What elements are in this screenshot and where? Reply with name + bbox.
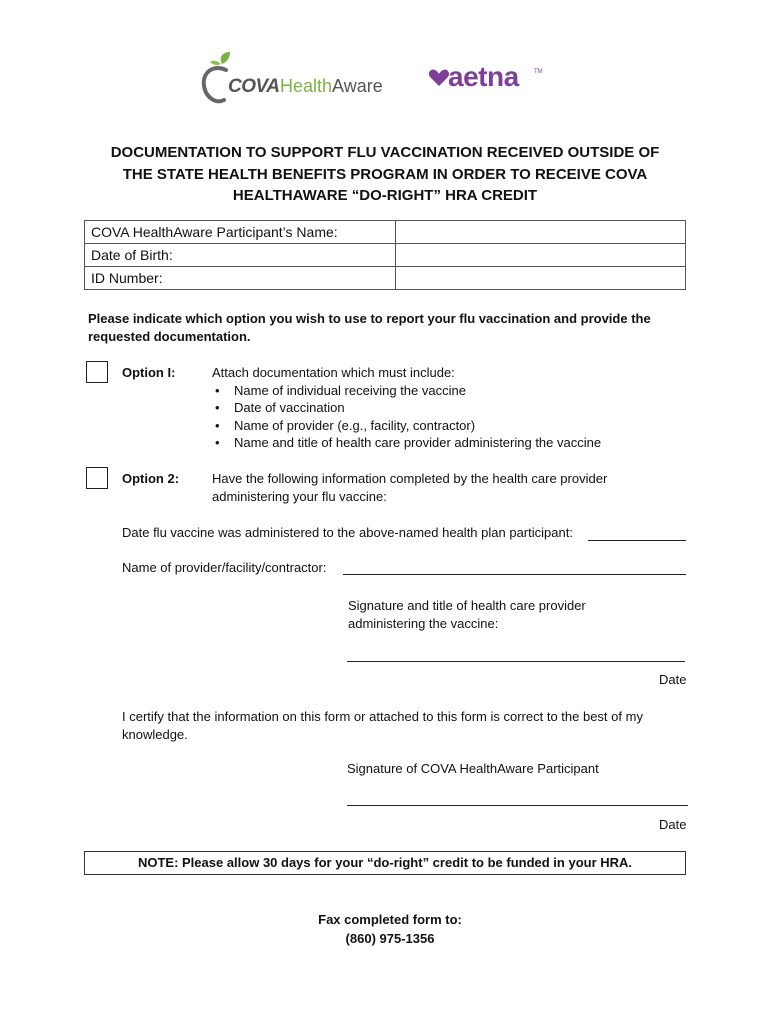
fax-label: Fax completed form to: [318, 912, 462, 927]
id-number-label: ID Number: [85, 267, 396, 290]
trademark-mark: TM [534, 69, 543, 75]
provider-name-field[interactable] [343, 574, 686, 575]
form-title: DOCUMENTATION TO SUPPORT FLU VACCINATION RECEIVED OUTSIDE OF THE STATE HEALTH BENEFITS PROGRAM IN ORDER TO RECEIVE COVA HEALTHAWARE “DO-RIGHT” HRA CREDIT [110, 144, 660, 204]
participant-name-field[interactable] [396, 221, 686, 244]
table-row [85, 244, 686, 267]
participant-signature-label: Signature of COVA HealthAware Participant [347, 761, 599, 776]
list-item: • Name of individual receiving the vaccine [212, 382, 672, 400]
funding-note: NOTE: Please allow 30 days for your “do-right” credit to be funded in your HRA. [84, 851, 686, 875]
certification-statement: I certify that the information on this form or attached to this form is correct to the best of my knowledge. [122, 709, 643, 742]
date-label: Date [659, 817, 687, 832]
option1-label: Option I: [122, 365, 176, 380]
list-item: • Name of provider (e.g., facility, contractor) [212, 417, 672, 435]
participant-name-label: COVA HealthAware Participant’s Name: [85, 221, 396, 244]
aetna-wordmark: aetna [448, 61, 519, 92]
option2-description: Have the following information completed by the health care provider administering your flu vaccine: [212, 471, 608, 504]
option2-checkbox[interactable] [86, 467, 108, 489]
date-of-birth-field[interactable] [396, 244, 686, 267]
option1-checkbox[interactable] [86, 361, 108, 383]
table-row [85, 221, 686, 244]
cova-healthaware-logo [200, 50, 400, 106]
provider-signature-field[interactable] [347, 661, 685, 662]
option2-label: Option 2: [122, 471, 180, 486]
option1-description: Attach documentation which must include: • Name of individual receiving the vaccine • Date of vaccination • Name of provider (e.g., facility, contractor) • Name and title of health care provider administering the vaccine [212, 364, 672, 452]
fax-number: (860) 975-1356 [345, 931, 435, 946]
provider-signature-label: Signature and title of health care provider administering the vaccine: [348, 598, 586, 631]
date-administered-field[interactable] [588, 540, 686, 541]
id-number-field[interactable] [396, 267, 686, 290]
instructions: Please indicate which option you wish to use to report your flu vaccination and provide the requested documentation. [88, 311, 651, 344]
cova-wordmark: COVA [228, 76, 280, 97]
list-item: • Name and title of health care provider administering the vaccine [212, 434, 672, 452]
fax-info [270, 910, 510, 948]
date-of-birth-label: Date of Birth: [85, 244, 396, 267]
participant-info-table [84, 220, 686, 290]
heart-icon [428, 69, 450, 87]
date-administered-label: Date flu vaccine was administered to the above-named health plan participant: [122, 525, 573, 540]
date-label: Date [659, 672, 687, 687]
table-row [85, 267, 686, 290]
healthaware-wordmark: HealthAware [280, 76, 383, 96]
list-item: • Date of vaccination [212, 399, 672, 417]
participant-signature-field[interactable] [347, 805, 688, 806]
provider-name-label: Name of provider/facility/contractor: [122, 560, 327, 575]
aetna-logo [428, 63, 548, 93]
